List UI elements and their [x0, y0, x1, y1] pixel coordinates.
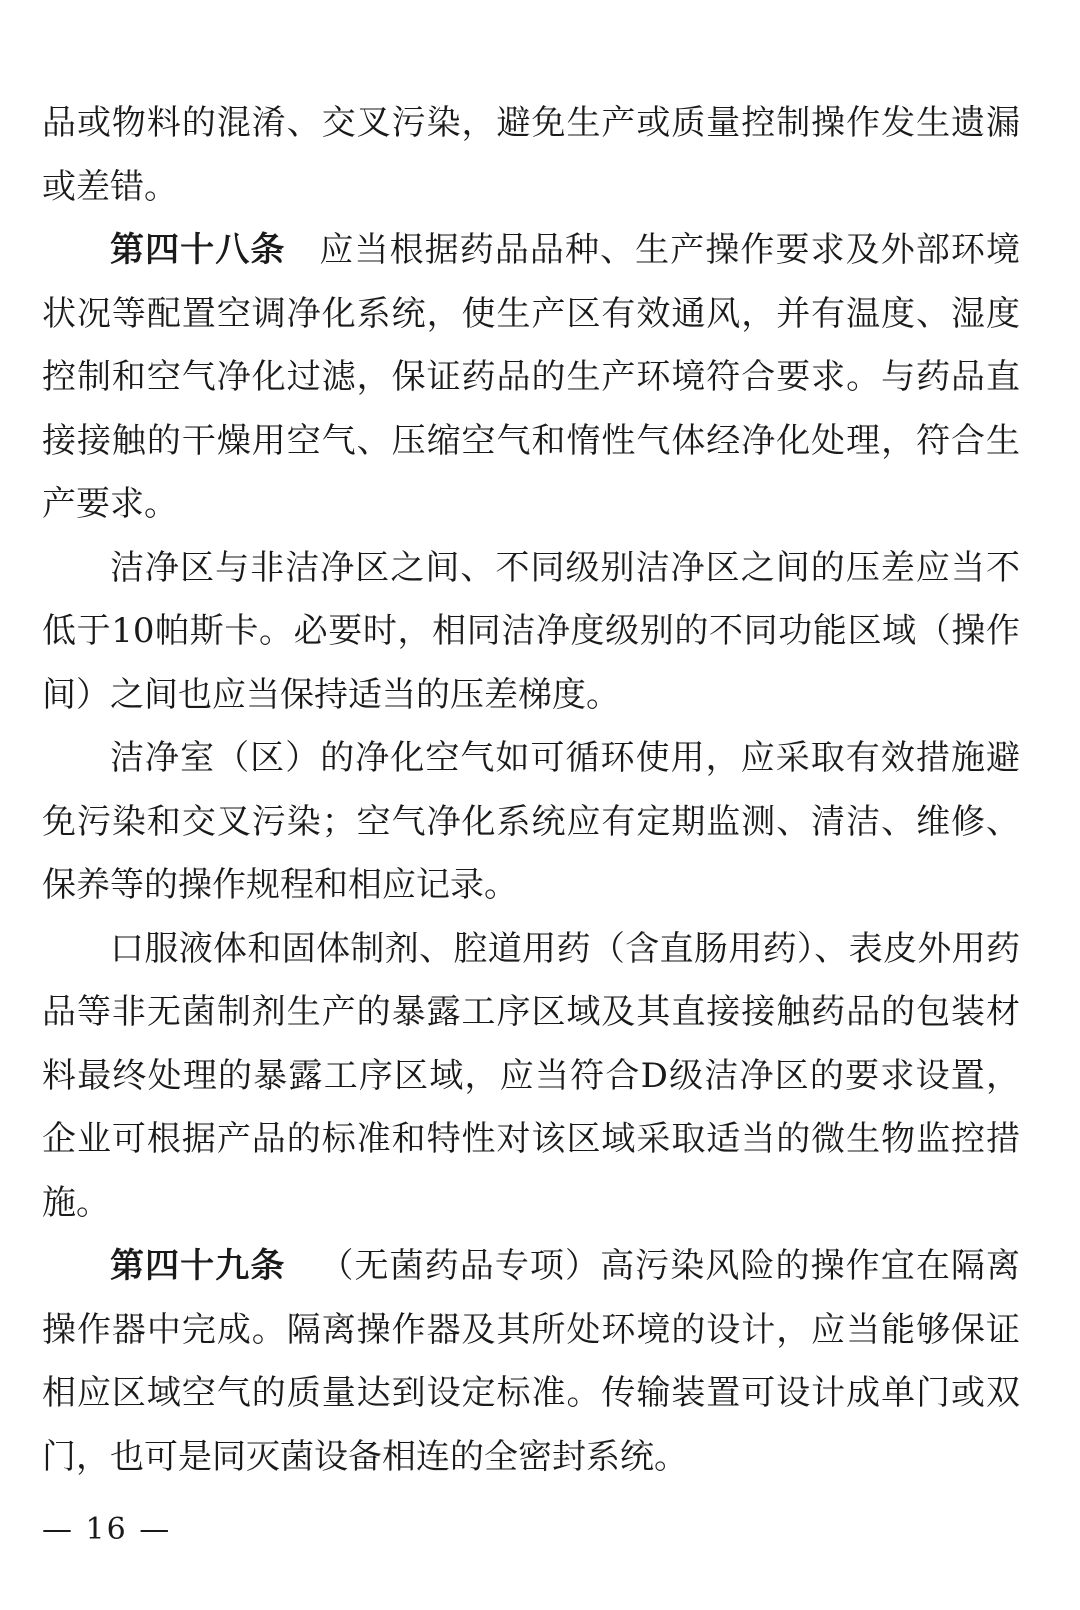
paragraph-text: 应当根据药品品种、生产操作要求及外部环境状况等配置空调净化系统，使生产区有效通风，并有温度、湿度控制和空气净化过滤，保证药品的生产环境符合要求。与药品直接接触的干燥用空气、压缩空气和惰性气体经净化处理，符合生产要求。 — [42, 230, 1021, 524]
paragraph-text: 洁净区与非洁净区之间、不同级别洁净区之间的压差应当不低于10帕斯卡。必要时，相同洁净度级别的不同功能区域（操作间）之间也应当保持适当的压差梯度。 — [42, 547, 1020, 715]
paragraph-text: 口服液体和固体制剂、腔道用药（含直肠用药）、表皮外用药品等非无菌制剂生产的暴露工序区域及其直接接触药品的包装材料最终处理的暴露工序区域，应当符合D级洁净区的要求设置，企业可根据产品的标准和特性对该区域采取适当的微生物监控措施。 — [42, 928, 1020, 1223]
paragraph-non-sterile-areas — [42, 918, 1020, 1236]
paragraph-pressure-difference — [42, 537, 1020, 728]
paragraph-text: 洁净室（区）的净化空气如可循环使用，应采取有效措施避免污染和交叉污染；空气净化系统应有定期监测、清洁、维修、保养等的操作规程和相应记录。 — [42, 738, 1020, 905]
paragraph-text: （无菌药品专项）高污染风险的操作宜在隔离操作器中完成。隔离操作器及其所处环境的设计，应当能够保证相应区域空气的质量达到设定标准。传输装置可设计成单门或双门，也可是同灭菌设备相连的全密封系统。 — [42, 1246, 1021, 1477]
paragraph-continuation — [42, 92, 1020, 219]
article-48 — [42, 219, 1020, 537]
article-49 — [42, 1235, 1020, 1489]
document-body — [42, 92, 1020, 1489]
paragraph-text: 品或物料的混淆、交叉污染，避免生产或质量控制操作发生遗漏或差错。 — [42, 103, 1020, 207]
article-heading: 第四十九条 — [110, 1246, 286, 1286]
page-number: — 16 — — [42, 1512, 172, 1547]
paragraph-air-recirculation — [42, 727, 1020, 918]
article-heading: 第四十八条 — [110, 230, 286, 270]
